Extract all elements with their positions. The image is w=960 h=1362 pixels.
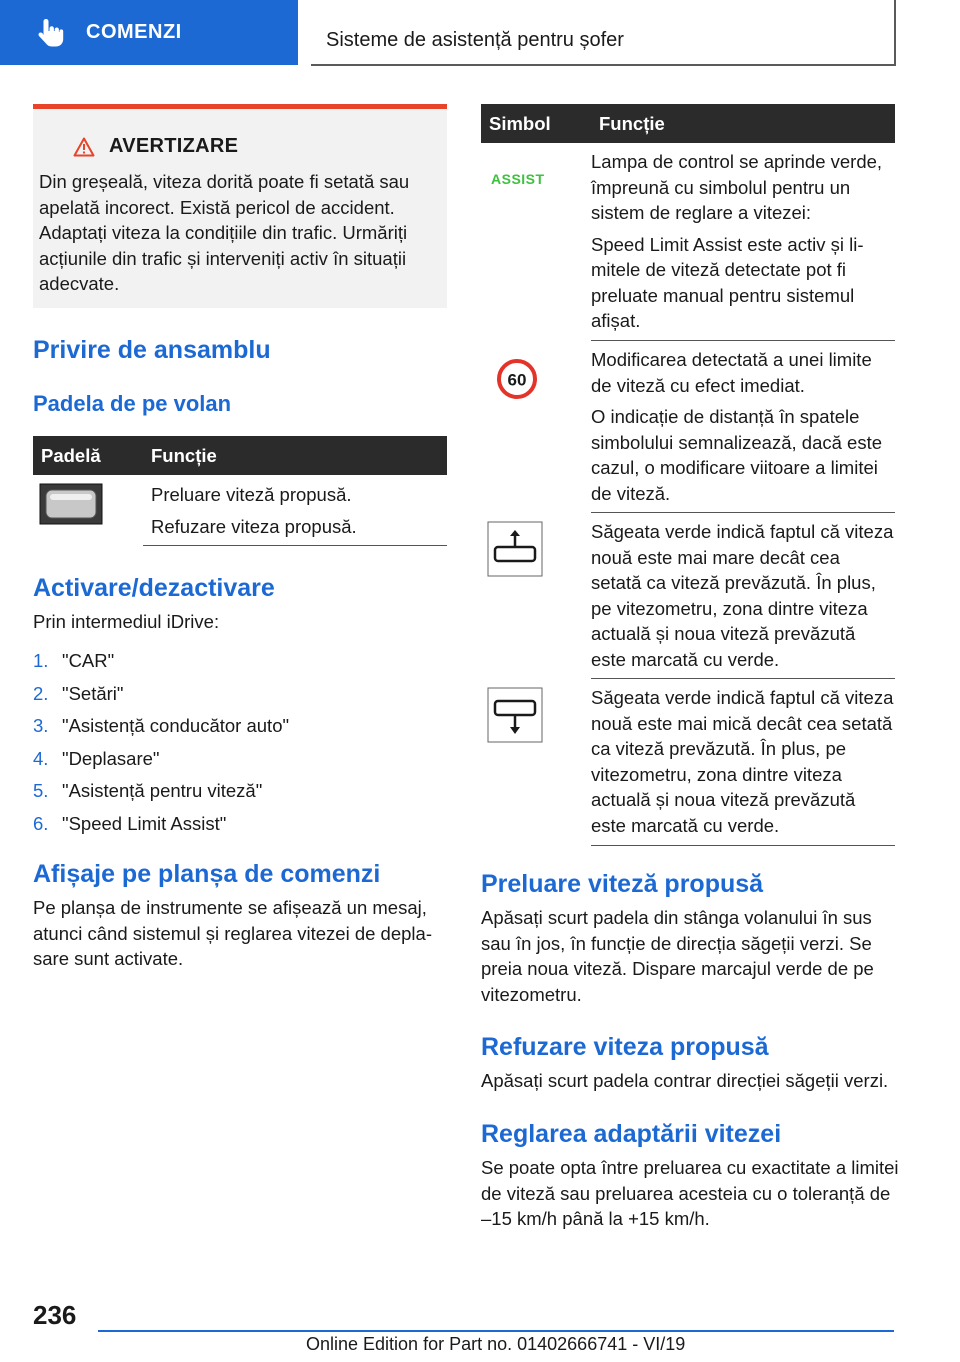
list-item	[33, 778, 289, 811]
step-text: "Deplasare"	[62, 747, 160, 769]
list-item	[33, 681, 289, 714]
arrow-down-icon	[487, 687, 543, 743]
table-row	[143, 475, 447, 546]
step-number: 3.	[33, 715, 49, 736]
paddle-table-col-functie: Funcție	[151, 444, 217, 466]
step-number: 4.	[33, 747, 49, 769]
overview-heading: Privire de ansamblu	[33, 336, 271, 364]
activation-heading: Activare/dezactivare	[33, 574, 275, 602]
chapter-tab[interactable]	[0, 0, 298, 65]
edition-text: Online Edition for Part no. 01402666741 - VI/19	[306, 1334, 686, 1354]
warning-title: AVERTIZARE	[109, 135, 239, 157]
step-text: "Asistență pentru viteză"	[62, 780, 263, 801]
adapt-text: Se poate opta între preluarea cu exactitate a limitei de viteză sau preluarea acesteia cu o toleranță de –15 km/h până la +15 km/h.	[481, 1157, 899, 1229]
list-item	[33, 746, 289, 779]
warning-header	[73, 135, 238, 158]
accept-heading: Preluare viteză propusă	[481, 870, 764, 898]
activation-intro: Prin intermediul iDrive:	[33, 611, 220, 632]
chapter-tab-label: COMENZI	[86, 21, 182, 43]
symbol-function-text	[591, 685, 895, 844]
symbol-table-col-functie: Funcție	[599, 112, 665, 134]
step-number: 1.	[33, 650, 49, 671]
accept-text: Apăsați scurt padela din stânga volanului în sus sau în jos, în funcție de direcția săgeții verzi. Se preia noua viteză. Dispare marcajul verde de pe vitezometru.	[481, 907, 874, 1005]
step-text: "CAR"	[62, 650, 115, 671]
paddle-table-header	[33, 436, 447, 475]
paddle-icon	[39, 483, 103, 525]
step-text: "Setări"	[62, 682, 124, 704]
assist-icon: ASSIST	[491, 171, 545, 187]
display-heading: Afișaje pe planșa de comenzi	[33, 860, 381, 888]
paddle-function-line: Refuzare viteza propusă.	[151, 515, 357, 537]
activation-steps	[33, 648, 289, 843]
table-row	[491, 143, 895, 341]
reject-text: Apăsați scurt padela contrar direcției săgeții verzi.	[481, 1070, 889, 1091]
speed-limit-value: 60	[507, 370, 527, 390]
list-item	[33, 713, 289, 746]
table-row	[591, 513, 895, 679]
paddle-table-col-padela: Padelă	[41, 444, 101, 466]
symbol-function-line: Săgeata verde indică faptul că viteza nouă este mai mare decât cea setată ca viteză prevăzută. În plus, pe vitezometru, zona dintre viteza actuală și noua viteză prevăzută este marcată cu verde.	[591, 521, 894, 670]
symbol-function-line: Săgeata verde indică faptul că viteza nouă este mai mică decât cea setată ca viteză prevăzută. În plus, pe vitezometru, zona dintre viteza actuală și noua viteză prevăzută este marcată cu verde.	[591, 687, 894, 836]
hand-pointer-icon	[34, 16, 66, 48]
symbol-function-text	[591, 519, 895, 678]
warning-text: Din greșeală, viteza dorită poate fi setată sau apelată incorect. Există pericol de accident. Adaptați viteza la condițiile din trafic. Urmăriți acțiunile din trafic și interveniți activ în situații adecvate.	[39, 171, 410, 294]
footer-divider	[98, 1330, 894, 1332]
speed-limit-60-icon	[497, 359, 537, 399]
section-title: Sisteme de asistență pentru șofer	[326, 29, 624, 51]
symbol-function-line: Lampa de control se aprinde verde, împreună cu simbolul pentru un sistem de reglare a vitezei:	[591, 151, 883, 223]
symbol-function-text	[591, 149, 895, 340]
list-item	[33, 811, 289, 844]
symbol-table	[481, 104, 895, 846]
warning-triangle-icon	[73, 137, 95, 157]
section-header	[311, 0, 896, 66]
symbol-function-text	[591, 347, 895, 512]
warning-box	[33, 104, 447, 308]
overview-subheading: Padela de pe volan	[33, 391, 232, 416]
step-number: 2.	[33, 682, 49, 704]
symbol-function-line: Modificarea detectată a unei limite de viteză cu efect imediat.	[591, 349, 872, 396]
symbol-function-line: O indicație de distanță în spatele simbolului semnalizează, dacă este cazul, o modificare viitoare a limitei de viteză.	[591, 406, 883, 504]
display-text: Pe planșa de instrumente se afișează un mesaj, atunci când sistemul și reglarea vitezei de deplasare sunt activate.	[33, 897, 432, 969]
symbol-table-col-simbol: Simbol	[489, 112, 551, 134]
paddle-table	[33, 436, 447, 546]
table-row	[591, 679, 895, 846]
page-number: 236	[33, 1300, 77, 1330]
step-number: 5.	[33, 780, 49, 801]
step-text: "Speed Limit Assist"	[62, 812, 227, 834]
symbol-function-line: Speed Limit Assist este activ și limitele de viteză detectate pot fi preluate manual pentru sistemul afișat.	[591, 233, 864, 331]
paddle-function-text	[151, 482, 357, 545]
paddle-function-line: Preluare viteză propusă.	[151, 484, 352, 505]
step-number: 6.	[33, 812, 49, 834]
reject-heading: Refuzare viteza propusă	[481, 1033, 769, 1061]
list-item	[33, 648, 289, 681]
arrow-up-icon	[487, 521, 543, 577]
table-row	[507, 341, 895, 513]
symbol-table-header	[481, 104, 895, 143]
step-text: "Asistență conducător auto"	[62, 715, 290, 736]
adapt-heading: Reglarea adaptării vitezei	[481, 1120, 782, 1148]
